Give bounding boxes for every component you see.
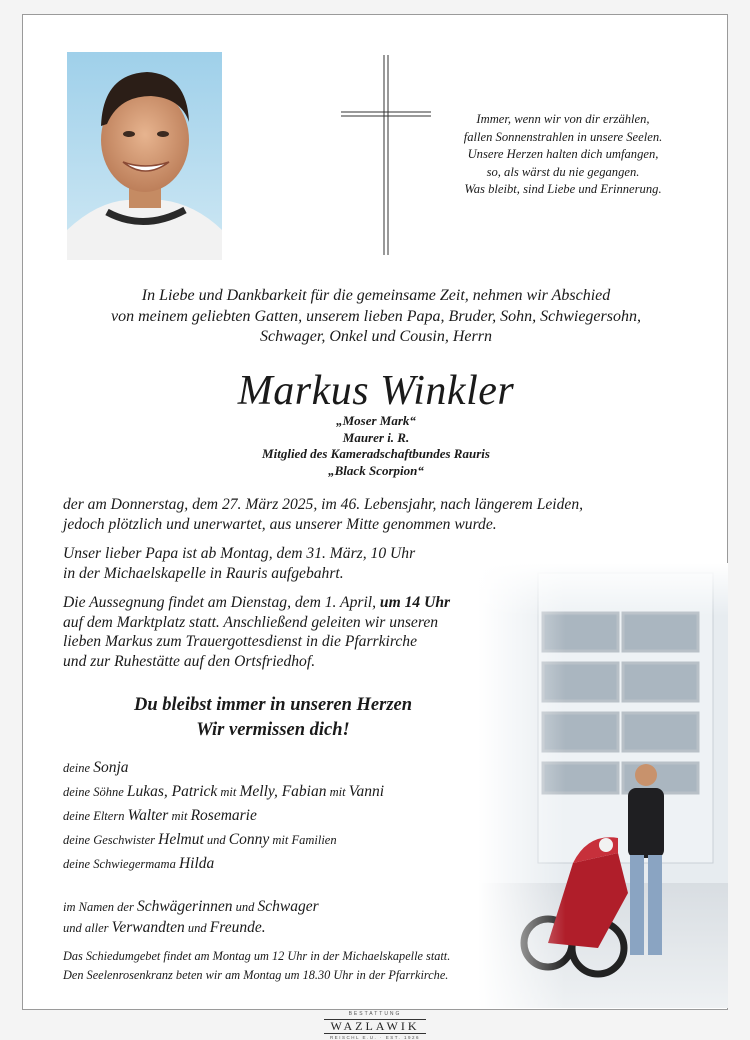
nickname: „Moser Mark“	[336, 413, 416, 428]
intro-line: von meinem geliebten Gatten, unserem lieben Papa, Bruder, Sohn, Schwiegersohn,	[111, 307, 641, 325]
mourner-text: Walter	[127, 807, 169, 824]
occupation: Maurer i. R.	[342, 429, 410, 445]
logo-sub-line: REISCHL E.U. · EST. 1926	[329, 1035, 421, 1040]
viewing-info	[63, 544, 533, 583]
obituary-card	[22, 14, 728, 1010]
mourner-text: Helmut	[158, 831, 204, 848]
text-line: und zur Ruhestätte auf den Ortsfriedhof.	[63, 652, 316, 670]
logo-name: WAZLAWIK	[324, 1019, 425, 1034]
death-announcement	[63, 495, 713, 534]
text-line: auf dem Marktplatz statt. Anschließend geleiten wir unseren	[63, 613, 439, 631]
mourners-list	[63, 759, 493, 879]
mourner-row	[63, 783, 493, 807]
poem-line: Immer, wenn wir von dir erzählen,	[476, 112, 650, 126]
mourner-row	[63, 807, 493, 831]
membership: Mitglied des Kameradschaftbundes Rauris	[262, 446, 490, 461]
prayer-notes	[63, 947, 583, 985]
mourner-text: Lukas, Patrick	[126, 783, 218, 800]
mourner-text: Verwandten	[111, 919, 185, 936]
poem-line: so, als wärst du nie gegangen.	[486, 164, 640, 179]
closing-row	[63, 919, 493, 940]
intro-line: Schwager, Onkel und Cousin, Herrn	[260, 328, 492, 345]
note-line: Das Schiedumgebet findet am Montag um 12 Uhr in der Michaelskapelle statt.	[63, 949, 451, 963]
club-name: „Black Scorpion“	[328, 462, 424, 478]
mourner-text: Vanni	[348, 783, 385, 800]
text-line: Unser lieber Papa ist ab Montag, dem 31. März, 10 Uhr	[63, 545, 416, 562]
poem-line: Unsere Herzen halten dich umfangen,	[467, 147, 659, 161]
cross-symbol	[341, 55, 431, 255]
mourner-text: Hilda	[178, 855, 215, 872]
note-line: Den Seelenrosenkranz beten wir am Montag um 18.30 Uhr in der Pfarrkirche.	[63, 968, 449, 982]
mourner-text: Freunde.	[209, 919, 266, 936]
mourner-text: und aller	[63, 921, 112, 935]
mourner-text: mit	[168, 809, 191, 823]
deceased-name: Markus Winkler	[237, 368, 515, 414]
funeral-time: um 14 Uhr	[379, 594, 451, 611]
funeral-info	[63, 593, 533, 671]
portrait-photo	[67, 52, 222, 260]
slogan-line: Du bleibst immer in unseren Herzen	[133, 695, 413, 715]
text-line	[63, 593, 533, 613]
mourner-text: und	[184, 921, 210, 935]
text-line: der am Donnerstag, dem 27. März 2025, im 46. Lebensjahr, nach längerem Leiden,	[63, 496, 584, 513]
mourner-row	[63, 831, 493, 855]
mourner-text: deine	[63, 761, 94, 775]
mourner-text: deine Schwiegermama	[63, 857, 179, 871]
text-line: in der Michaelskapelle in Rauris aufgebahrt.	[63, 564, 344, 582]
funeral-home-logo	[0, 1011, 750, 1040]
mourner-text: mit	[326, 785, 349, 799]
mourner-text: Sonja	[93, 759, 129, 776]
mourner-text: mit Familien	[269, 833, 337, 847]
text-span: Die Aussegnung findet am Dienstag, dem 1. April,	[63, 594, 380, 611]
mourner-row	[63, 855, 493, 879]
deceased-details	[23, 413, 729, 479]
intro-line: In Liebe und Dankbarkeit für die gemeinsame Zeit, nehmen wir Abschied	[141, 287, 611, 304]
poem-line: Was bleibt, sind Liebe und Erinnerung.	[464, 182, 662, 196]
mourner-text: deine Geschwister	[63, 833, 159, 847]
logo-top-line: BESTATTUNG	[348, 1011, 402, 1017]
memorial-poem	[428, 111, 698, 199]
mourner-text: deine Eltern	[63, 809, 128, 823]
mourner-text: deine Söhne	[63, 785, 127, 799]
intro-text	[63, 286, 689, 348]
text-line: lieben Markus zum Trauergottesdienst in die Pfarrkirche	[63, 633, 417, 650]
mourner-text: Rosemarie	[190, 807, 257, 824]
closing-row	[63, 898, 493, 919]
mourner-text: Conny	[228, 831, 270, 848]
closing-mourners	[63, 898, 493, 940]
memorial-slogan	[63, 693, 483, 743]
mourner-text: Schwägerinnen	[136, 898, 233, 915]
mourner-text: Melly, Fabian	[239, 783, 327, 800]
slogan-line: Wir vermissen dich!	[196, 720, 350, 740]
poem-line: fallen Sonnenstrahlen in unsere Seelen.	[463, 129, 663, 144]
mourner-row	[63, 759, 493, 783]
mourner-text: mit	[217, 785, 240, 799]
text-line: jedoch plötzlich und unerwartet, aus unserer Mitte genommen wurde.	[63, 515, 497, 533]
mourner-text: Schwager	[257, 898, 319, 915]
mourner-text: und	[232, 900, 258, 914]
mourner-text: im Namen der	[63, 900, 137, 914]
mourner-text: und	[203, 833, 229, 847]
